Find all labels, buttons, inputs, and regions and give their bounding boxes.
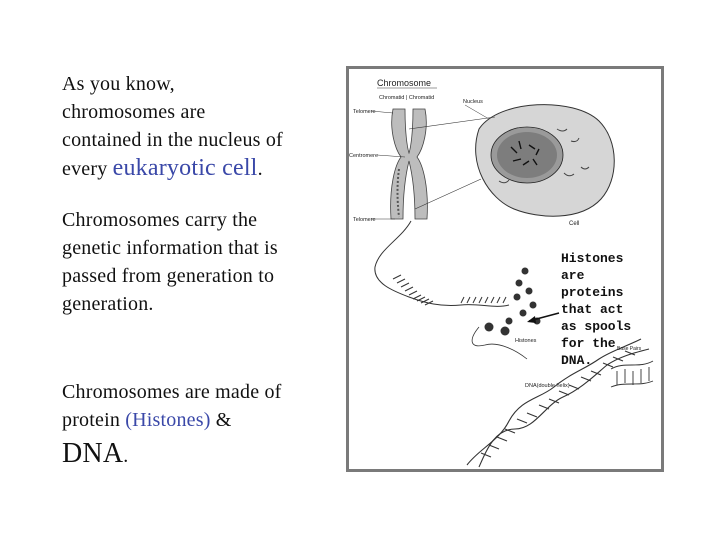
label-base-pairs: Base Pairs <box>617 346 642 352</box>
label-chromatid: Chromatid | Chromatid <box>379 95 435 101</box>
histones-callout <box>561 250 653 369</box>
p1-line-4-post: . <box>257 158 263 180</box>
p2-line-1: Chromosomes carry the <box>62 209 258 231</box>
callout-line-7: DNA. <box>561 353 593 368</box>
callout-line-1: Histones <box>561 251 624 266</box>
label-telomere-top: Telomere <box>353 109 376 115</box>
p1-line-4-pre: every <box>62 158 113 180</box>
callout-line-3: proteins <box>561 285 624 300</box>
dna-term: DNA <box>62 438 124 469</box>
callout-line-5: as spools <box>561 319 632 334</box>
eukaryotic-cell-term: eukaryotic cell <box>112 155 258 181</box>
paragraph-genetic-info <box>62 206 344 318</box>
p1-line-2: chromosomes are <box>62 101 206 123</box>
p3-line-1: Chromosomes are made of <box>62 381 282 403</box>
p1-line-3: contained in the nucleus of <box>62 129 283 151</box>
callout-line-2: are <box>561 268 585 283</box>
p1-line-1: As you know, <box>62 73 175 95</box>
p1-line-4 <box>62 154 344 183</box>
p3-line-2-post: & <box>210 409 232 431</box>
diagram-title: Chromosome <box>377 78 432 88</box>
label-dna-double-helix: DNA(double helix) <box>525 383 570 389</box>
p2-line-4: generation. <box>62 293 154 315</box>
histones-term: (Histones) <box>125 409 211 431</box>
p2-line-3: passed from generation to <box>62 265 275 287</box>
paragraph-nucleus <box>62 70 344 183</box>
coiled-chromatin <box>375 221 509 306</box>
callout-line-4: that act <box>561 302 624 317</box>
histone-beads <box>485 268 541 336</box>
p2-line-2: genetic information that is <box>62 237 278 259</box>
cell-shape <box>476 105 615 217</box>
label-centromere: Centromere <box>349 153 379 159</box>
label-cell: Cell <box>569 221 580 227</box>
paragraph-composition <box>62 378 344 470</box>
p3-line-2 <box>62 406 344 434</box>
label-histones: Histones <box>515 338 537 344</box>
p3-line-3 <box>62 440 344 470</box>
chromosome-shape <box>391 109 428 219</box>
label-nucleus: Nucleus <box>463 99 483 105</box>
p3-line-3-post: . <box>123 445 129 467</box>
label-telomere-bottom: Telomere <box>353 217 376 223</box>
callout-line-6: for the <box>561 336 616 351</box>
p3-line-2-pre: protein <box>62 409 126 431</box>
